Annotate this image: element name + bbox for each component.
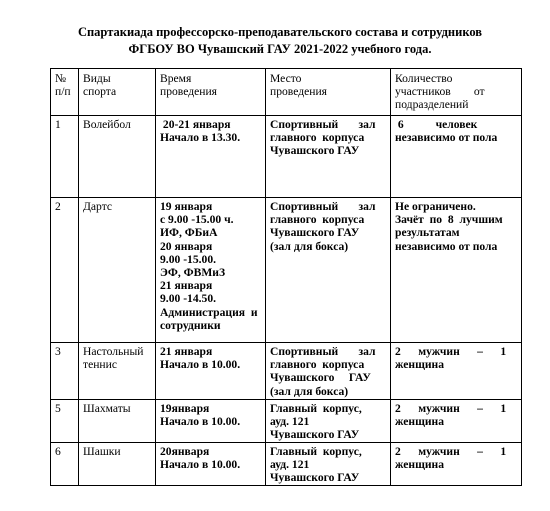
table-row <box>51 443 522 486</box>
cell-place: Спортивный зал главного корпуса Чувашского ГАУ (зал для бокса) <box>266 198 391 343</box>
header-count: Количество участников от подразделений <box>391 69 522 116</box>
cell-sport: Шахматы <box>79 400 156 443</box>
cell-place: Спортивный зал главного корпуса Чувашского ГАУ (зал для бокса) <box>266 343 391 400</box>
cell-num: 1 <box>51 116 79 198</box>
cell-count: Не ограничено. Зачёт по 8 лучшим результатам независимо от пола <box>391 198 522 343</box>
competition-table <box>50 68 522 486</box>
cell-num: 2 <box>51 198 79 343</box>
cell-count: 6 человек независимо от пола <box>391 116 522 198</box>
cell-sport: Шашки <box>79 443 156 486</box>
cell-time: 19января Начало в 10.00. <box>156 400 266 443</box>
cell-num: 3 <box>51 343 79 400</box>
table-row <box>51 116 522 198</box>
cell-time: 20-21 января Начало в 13.30. <box>156 116 266 198</box>
header-time: Время проведения <box>156 69 266 116</box>
cell-sport: Настольный теннис <box>79 343 156 400</box>
title-line-2: ФГБОУ ВО Чувашский ГАУ 2021-2022 учебного года. <box>128 42 432 56</box>
header-num: № п/п <box>51 69 79 116</box>
table-row <box>51 400 522 443</box>
table-header-row <box>51 69 522 116</box>
cell-time: 21 января Начало в 10.00. <box>156 343 266 400</box>
cell-count: 2 мужчин – 1 женщина <box>391 343 522 400</box>
table-row <box>51 343 522 400</box>
table-row <box>51 198 522 343</box>
cell-num: 5 <box>51 400 79 443</box>
cell-count: 2 мужчин – 1 женщина <box>391 443 522 486</box>
cell-time: 19 января с 9.00 -15.00 ч. ИФ, ФБиА 20 января 9.00 -15.00. ЭФ, ФВМиЗ 21 января 9.00 -14.50. Администрация и сотрудники <box>156 198 266 343</box>
cell-place: Спортивный зал главного корпуса Чувашского ГАУ <box>266 116 391 198</box>
header-sport: Виды спорта <box>79 69 156 116</box>
header-place: Место проведения <box>266 69 391 116</box>
cell-time: 20января Начало в 10.00. <box>156 443 266 486</box>
cell-place: Главный корпус, ауд. 121 Чувашского ГАУ <box>266 443 391 486</box>
cell-sport: Дартс <box>79 198 156 343</box>
cell-sport: Волейбол <box>79 116 156 198</box>
cell-count: 2 мужчин – 1 женщина <box>391 400 522 443</box>
title-line-1: Спартакиада профессорско-преподавательского состава и сотрудников <box>77 25 483 39</box>
cell-num: 6 <box>51 443 79 486</box>
cell-place: Главный корпус, ауд. 121 Чувашского ГАУ <box>266 400 391 443</box>
document-title <box>30 24 530 58</box>
